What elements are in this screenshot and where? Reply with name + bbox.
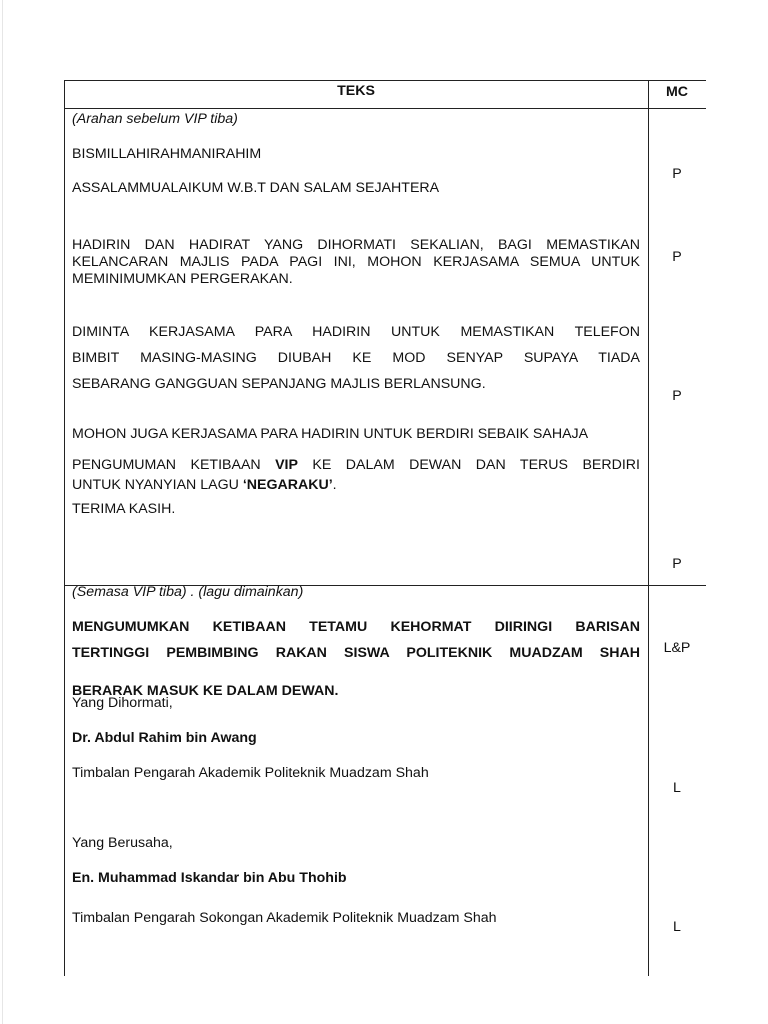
para3-text: UNTUK NYANYIAN LAGU: [72, 477, 243, 493]
table-top-border: [64, 80, 706, 81]
vip-title: Timbalan Pengarah Sokongan Akademik Politeknik Muadzam Shah: [72, 910, 497, 926]
announce-line: BERARAK MASUK KE DALAM DEWAN.: [72, 683, 339, 699]
column-divider: [648, 80, 649, 976]
salam: ASSALAMMUALAIKUM W.B.T DAN SALAM SEJAHTERA: [72, 180, 440, 196]
para3-line: MOHON JUGA KERJASAMA PARA HADIRIN UNTUK BERDIRI SEBAIK SAHAJA: [72, 426, 589, 442]
para3-line: [72, 477, 337, 494]
announce-line: MENGUMUMKAN KETIBAAN TETAMU KEHORMAT DIIRINGI BARISAN: [72, 619, 640, 635]
para3-text: KE DALAM DEWAN DAN TERUS BERDIRI: [297, 457, 640, 473]
vip-name: En. Muhammad Iskandar bin Abu Thohib: [72, 870, 347, 886]
header-bottom-border: [64, 108, 706, 109]
honorific: Yang Berusaha,: [72, 835, 173, 851]
para3-text: .: [332, 477, 337, 493]
vip-title: Timbalan Pengarah Akademik Politeknik Muadzam Shah: [72, 765, 429, 781]
para2-line: SEBARANG GANGGUAN SEPANJANG MAJLIS BERLANSUNG.: [72, 376, 486, 392]
page-edge: [2, 0, 3, 1024]
mc-cell: L&P: [663, 640, 691, 656]
mc-cell: P: [672, 249, 682, 265]
mc-cell: P: [672, 388, 682, 404]
vip-name: Dr. Abdul Rahim bin Awang: [72, 730, 257, 746]
thanks: TERIMA KASIH.: [72, 501, 176, 517]
para2-line: BIMBIT MASING-MASING DIUBAH KE MOD SENYAP SUPAYA TIADA: [72, 350, 640, 366]
para3-text: PENGUMUMAN KETIBAAN: [72, 457, 276, 473]
bismillah: BISMILLAHIRAHMANIRAHIM: [72, 146, 262, 162]
mc-cell: L: [673, 780, 681, 796]
section2-note: (Semasa VIP tiba) . (lagu dimainkan): [72, 584, 304, 600]
section1-note: (Arahan sebelum VIP tiba): [72, 111, 238, 127]
mc-cell: P: [672, 166, 682, 182]
vip-text: VIP: [275, 457, 298, 473]
mc-cell: L: [673, 919, 681, 935]
mc-cell: P: [672, 556, 682, 572]
para1-line: HADIRIN DAN HADIRAT YANG DIHORMATI SEKALIAN, BAGI MEMASTIKAN: [72, 237, 640, 253]
para1-line: KELANCARAN MAJLIS PADA PAGI INI, MOHON KERJASAMA SEMUA UNTUK: [72, 254, 640, 270]
song-title: ‘NEGARAKU’: [242, 477, 333, 493]
para1-line: MEMINIMUMKAN PERGERAKAN.: [72, 271, 293, 287]
table-left-border: [64, 80, 65, 976]
header-teks: TEKS: [337, 83, 375, 99]
honorific: Yang Dihormati,: [72, 695, 173, 711]
para3-line: [72, 457, 640, 474]
para2-line: DIMINTA KERJASAMA PARA HADIRIN UNTUK MEMASTIKAN TELEFON: [72, 324, 640, 340]
announce-line: TERTINGGI PEMBIMBING RAKAN SISWA POLITEKNIK MUADZAM SHAH: [72, 645, 640, 661]
script-table: [64, 80, 706, 976]
header-mc: MC: [665, 84, 689, 100]
